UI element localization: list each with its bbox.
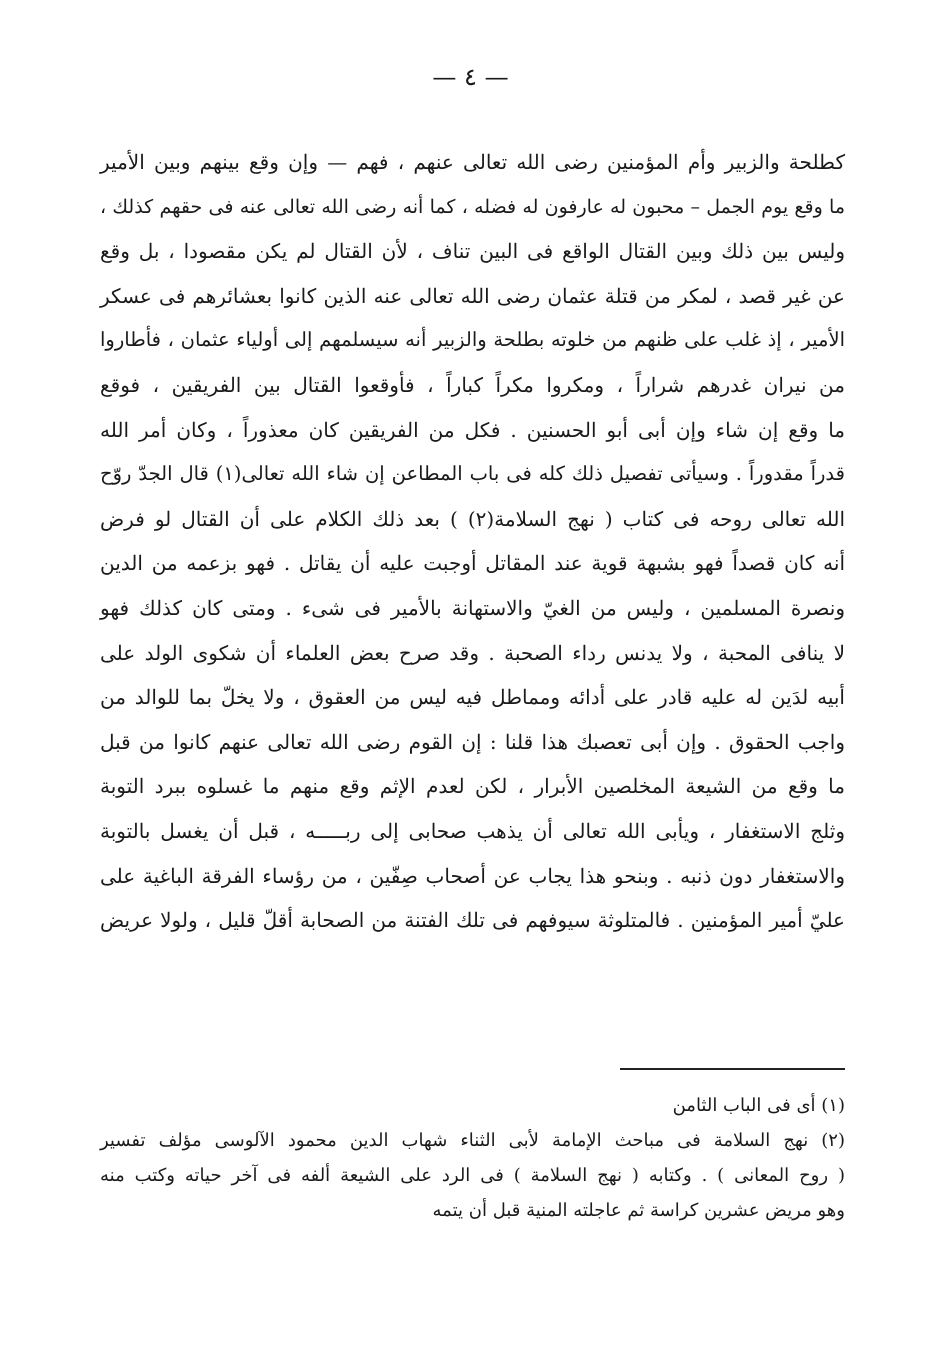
text-line: أبيه لدَين له عليه قادر على أدائه ومماطل فيه ليس من العقوق ، ولا يخلّ بما للوالد من	[100, 685, 845, 710]
text-line: ما وقع إن شاء وإن أبى أبو الحسنين . فكل من الفريقين كان معذوراً ، وكان أمر الله	[100, 417, 845, 442]
text-line: والاستغفار دون ذنبه . وبنحو هذا يجاب عن أصحاب صِفّين ، من رؤساء الفرقة الباغية على	[100, 863, 845, 888]
footnote-divider	[620, 1068, 845, 1070]
text-line: عن غير قصد ، لمكر من قتلة عثمان رضى الله تعالى عنه الذين كانوا بعشائرهم فى عسكر	[100, 283, 845, 308]
text-line: عليّ أمير المؤمنين . فالمتلوثة سيوفهم فى تلك الفتنة من الصحابة أقلّ قليل ، ولولا عريض	[100, 908, 845, 933]
footnote-2: (٢) نهج السلامة فى مباحث الإمامة لأبى الثناء شهاب الدين محمود الآلوسى مؤلف تفسير	[100, 1130, 845, 1151]
text-line: قدراً مقدوراً . وسيأتى تفصيل ذلك كله فى باب المطاعن إن شاء الله تعالى(١) قال الجدّ روّح	[100, 462, 845, 486]
text-line: أنه كان قصداً فهو بشبهة قوية عند المقاتل أوجبت عليه أن يقاتل . فهو بزعمه من الدين	[100, 551, 845, 576]
text-line: وليس بين ذلك وبين القتال الواقع فى البين تناف ، لأن القتال لم يكن مقصودا ، بل وقع	[100, 239, 845, 264]
page-number-text: — ٤ —	[432, 63, 509, 91]
main-text	[100, 140, 845, 943]
page-number	[0, 62, 941, 92]
text-line: كطلحة والزبير وأم المؤمنين رضى الله تعالى عنهم ، فهم — وإن وقع بينهم وبين الأمير	[100, 150, 845, 174]
footnote-1: (١) أى فى الباب الثامن	[672, 1095, 845, 1116]
text-line: ونصرة المسلمين ، وليس من الغيّ والاستهانة بالأمير فى شىء . ومتى كان كذلك فهو	[100, 595, 845, 620]
footnote-2-continuation: ( روح المعانى ) . وكتابه ( نهج السلامة ) فى الرد على الشيعة ألفه فى آخر حياته وكتب منه	[100, 1165, 845, 1186]
footnotes	[100, 1088, 845, 1228]
text-line: من نيران غدرهم شراراً ، ومكروا مكراً كباراً ، فأوقعوا القتال بين الفريقين ، فوقع	[100, 372, 845, 397]
text-line: الله تعالى روحه فى كتاب ( نهج السلامة(٢) ) بعد ذلك الكلام على أن القتال لو فرض	[100, 506, 846, 531]
text-line: واجب الحقوق . وإن أبى تعصبك هذا قلنا : إن القوم رضى الله تعالى عنهم كانوا من قبل	[100, 729, 845, 754]
text-line: وثلج الاستغفار ، ويأبى الله تعالى أن يذهب صحابى إلى ربـــــه ، قبل أن يغسل بالتوبة	[100, 818, 845, 843]
text-line: ما وقع من الشيعة المخلصين الأبرار ، لكن لعدم الإثم وقع منهم ما غسلوه ببرد التوبة	[100, 774, 845, 799]
text-line: لا ينافى المحبة ، ولا يدنس رداء الصحبة . وقد صرح بعض العلماء أن شكوى الولد على	[100, 640, 845, 665]
footnote-2-continuation: وهو مريض عشرين كراسة ثم عاجلته المنية قبل أن يتمه	[432, 1200, 845, 1221]
text-line: ما وقع يوم الجمل – محبون له عارفون له فضله ، كما أنه رضى الله تعالى عنه فى حقهم كذلك ،	[100, 195, 845, 218]
text-line: الأمير ، إذ غلب على ظنهم من خلوته بطلحة والزبير أنه سيسلمهم إلى أولياء عثمان ، فأطاروا	[100, 328, 845, 352]
